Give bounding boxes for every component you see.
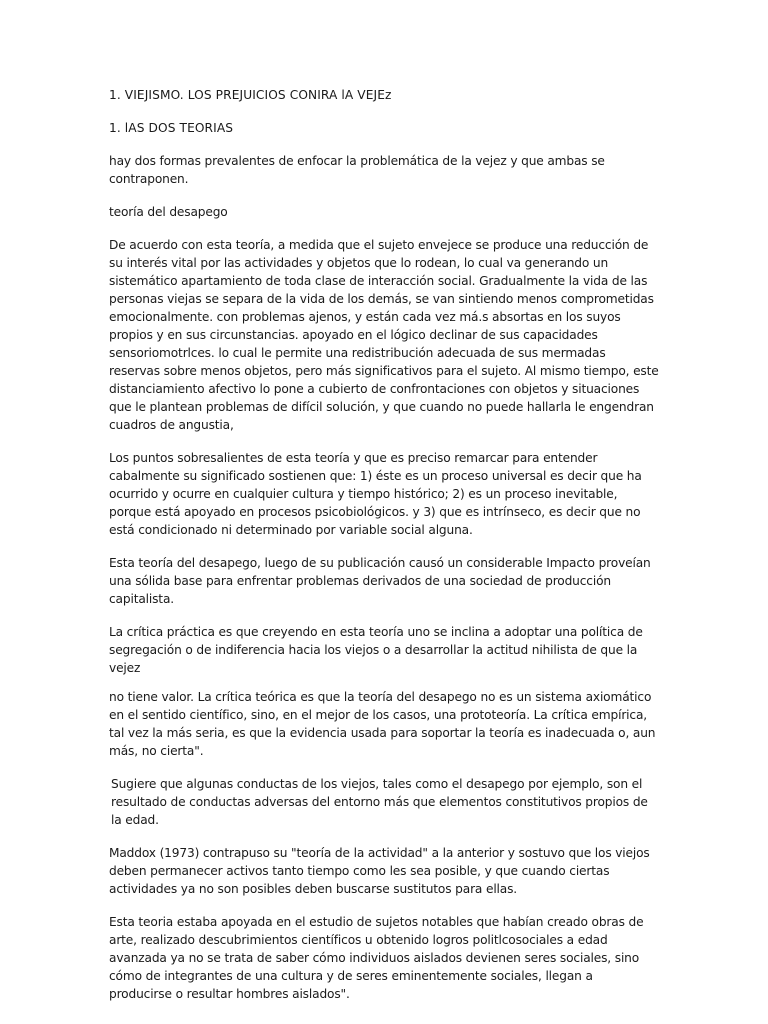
section-label: teoría del desapego [109,205,228,219]
document-title: 1. VIEJISMO. LOS PREJUICIOS CONIRA lA VEJEz [109,88,392,102]
paragraph-maddox: Maddox (1973) contrapuso su "teoría de la actividad" a la anterior y sostuvo que los viejos deben permanecer activos tanto tiempo como les sea posible, y que cuando ciertas actividades ya no son posibles deben buscarse sustitutos para ellas. [109,846,650,896]
intro-paragraph: hay dos formas prevalentes de enfocar la problemática de la vejez y que ambas se contraponen. [109,154,605,186]
paragraph-theoretical-critique: no tiene valor. La crítica teórica es que la teoría del desapego no es un sistema axiomático en el sentido científico, sino, en el mejor de los casos, una prototeoría. La crítica empírica, tal vez la más seria, es que la evidencia usada para soportar la teoría es inadecuada o, aun más, no cierta". [109,690,656,758]
paragraph-notable-subjects: Esta teoria estaba apoyada en el estudio de sujetos notables que habían creado obras de arte, realizado descubrimientos científicos u obtenido logros politlcosociales a edad avanzada ya no se trata de saber cómo individuos aislados devienen seres sociales, sino cómo de integrantes de una cultura y de seres eminentemente sociales, llegan a producirse o resultar hombres aislados". [109,915,644,1001]
document-subtitle: 1. lAS DOS TEORIAS [109,121,234,135]
paragraph-key-points: Los puntos sobresalientes de esta teoría y que es preciso remarcar para entender cabalmente su significado sostienen que: 1) éste es un proceso universal es decir que ha ocurrido y ocurre en cualquier cultura y tiempo histórico; 2) es un proceso inevitable, porque está apoyado en procesos psicobiológicos. y 3) que es intrínseco, es decir que no está condicionado ni determinado por variable social alguna. [109,451,642,537]
document-page [109,86,659,1018]
paragraph-impact: Esta teoría del desapego, luego de su publicación causó un considerable Impacto proveían una sólida base para enfrentar problemas derivados de una sociedad de producción capitalista. [109,556,651,606]
paragraph-practical-critique: La crítica práctica es que creyendo en esta teoría uno se inclina a adoptar una política de segregación o de indiferencia hacia los viejos o a desarrollar la actitud nihilista de que la vejez [109,625,643,675]
paragraph-suggestion: Sugiere que algunas conductas de los viejos, tales como el desapego por ejemplo, son el resultado de conductas adversas del entorno más que elementos constitutivos propios de la edad. [111,777,648,827]
paragraph-desapego-definition: De acuerdo con esta teoría, a medida que el sujeto envejece se produce una reducción de su interés vital por las actividades y objetos que lo rodean, lo cual va generando un sistemático apartamiento de toda clase de interacción social. Gradualmente la vida de las personas viejas se separa de la vida de los demás, se van sintiendo menos comprometidas emocionalmente. con problemas ajenos, y están cada vez má.s absortas en los suyos propios y en sus circunstancias. apoyado en el lógico declinar de sus capacidades sensoriomotrlces. lo cual le permite una redistribución adecuada de sus mermadas reservas sobre menos objetos, pero más significativos para el sujeto. Al mismo tiempo, este distanciamiento afectivo lo pone a cubierto de confrontaciones con objetos y situaciones que le plantean problemas de difícil solución, y que cuando no puede hallarla le engendran cuadros de angustia, [109,238,659,432]
